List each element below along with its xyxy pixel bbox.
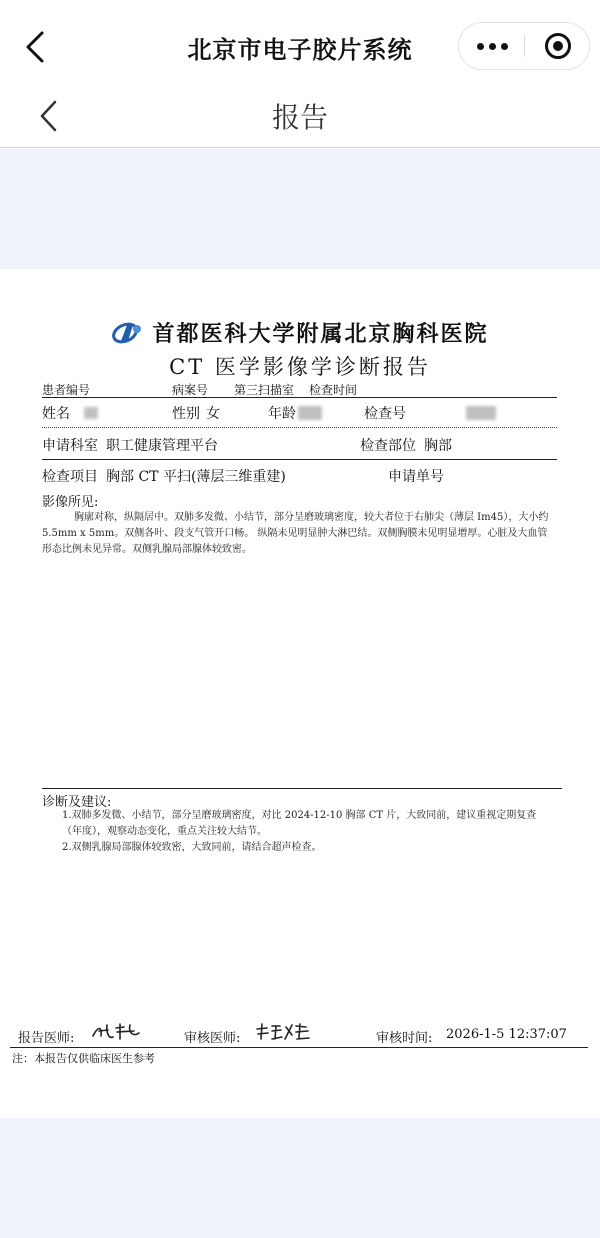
request-no-label: 申请单号 — [388, 469, 444, 485]
exam-item-value: 胸部 CT 平扫(薄层三维重建) — [106, 469, 286, 485]
page-header — [0, 92, 600, 148]
page-title: 报告 — [271, 101, 328, 134]
miniapp-title: 北京市电子胶片系统 — [187, 36, 413, 64]
report-document[interactable] — [0, 269, 600, 1118]
scan-room-label: 第三扫描室 — [234, 383, 295, 397]
more-button[interactable] — [459, 23, 525, 69]
dept-value: 职工健康管理平台 — [106, 438, 218, 454]
reporter-signature — [90, 1021, 142, 1043]
hospital-header — [0, 317, 600, 347]
miniapp-navbar — [0, 0, 600, 92]
divider-line — [42, 397, 557, 398]
case-no-label: 病案号 — [172, 383, 209, 397]
divider-line — [42, 459, 557, 460]
body-part-label: 检查部位 — [360, 438, 416, 454]
redacted-age — [298, 406, 322, 420]
findings-label: 影像所见: — [42, 495, 99, 510]
review-time-label: 审核时间: — [376, 1031, 433, 1046]
gender-label: 性别 — [172, 406, 200, 422]
background-band-bottom — [0, 1118, 600, 1238]
dotted-divider — [42, 427, 557, 428]
hospital-logo-icon — [111, 321, 145, 345]
age-label: 年龄 — [268, 406, 296, 422]
footnote: 注：本报告仅供临床医生参考 — [12, 1052, 155, 1065]
patient-id-label: 患者编号 — [42, 383, 91, 397]
divider-line — [10, 1047, 588, 1048]
reviewer-label: 审核医师: — [184, 1031, 241, 1046]
reviewer-signature — [254, 1021, 312, 1043]
redacted-exam-no — [466, 406, 496, 420]
more-dots-icon — [477, 43, 508, 50]
dept-label: 申请科室 — [42, 438, 98, 454]
report-title: CT 医学影像学诊断报告 — [169, 355, 431, 379]
reporter-label: 报告医师: — [18, 1031, 75, 1046]
exam-time-label: 检查时间 — [309, 383, 358, 397]
findings-text: 胸廓对称，纵隔居中。双肺多发微、小结节，部分呈磨玻璃密度，较大者位于右肺尖（薄层 Im45），大小约 5.5mm x 5mm。双侧各叶、段支气管开口畅。 纵隔未见明显肿大淋巴结。双侧胸膜未见明显增厚。心脏及大血管形态比例未见异常。双侧乳腺局部腺体较致密。 — [42, 512, 549, 555]
review-time-value: 2026-1-5 12:37:07 — [446, 1027, 567, 1042]
diagnosis-item-2: 2.双侧乳腺局部腺体较致密，大致同前，请结合超声检查。 — [62, 842, 322, 853]
diagnosis-item-1: 1.双肺多发微、小结节，部分呈磨玻璃密度，对比 2024-12-10 胸部 CT 片，大致同前，建议重视定期复查（年度），观察动态变化，重点关注较大结节。 — [62, 810, 537, 837]
hospital-name: 首都医科大学附属北京胸科医院 — [152, 321, 489, 347]
redacted-name — [84, 407, 98, 419]
body-part-value: 胸部 — [424, 438, 452, 454]
divider-line — [42, 788, 562, 789]
diagnosis-label: 诊断及建议: — [42, 795, 112, 810]
capsule-menu — [458, 22, 590, 70]
background-band-top — [0, 149, 600, 269]
gender-value: 女 — [206, 406, 220, 422]
exam-no-label: 检查号 — [364, 406, 406, 422]
name-label: 姓名 — [42, 406, 70, 422]
exam-item-label: 检查项目 — [42, 469, 98, 485]
close-miniapp-button[interactable] — [525, 23, 591, 69]
